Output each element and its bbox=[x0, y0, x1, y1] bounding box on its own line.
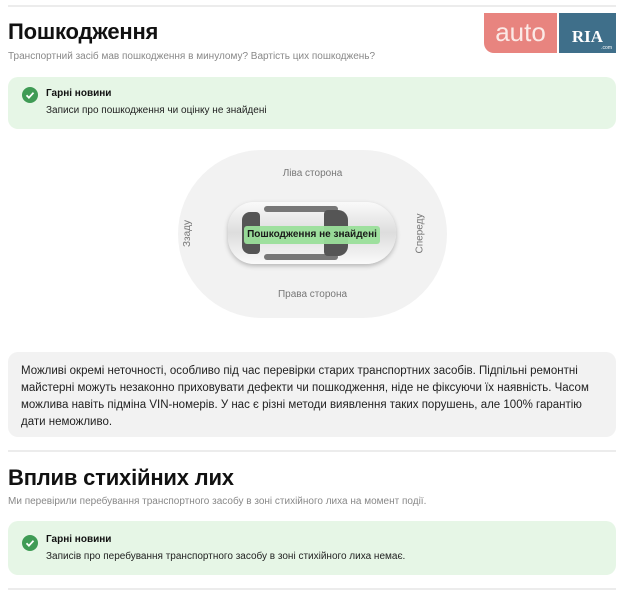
label-left-side: Ліва сторона bbox=[282, 168, 343, 179]
logo-ria-text: RIA bbox=[571, 27, 604, 46]
disaster-good-news bbox=[8, 521, 616, 575]
alert-text: Записи про пошкодження чи оцінку не знайдені bbox=[46, 105, 267, 116]
alert-text: Записів про перебування транспортного засобу в зоні стихійного лиха немає. bbox=[46, 551, 406, 562]
label-rear: Ззаду bbox=[182, 219, 194, 248]
divider bbox=[8, 588, 616, 590]
check-circle-icon bbox=[22, 535, 38, 551]
disaster-subtitle: Ми перевірили перебування транспортного засобу в зоні стихійного лиха на момент події. bbox=[8, 496, 427, 507]
damage-good-news bbox=[8, 77, 616, 129]
autoria-logo-auto: auto bbox=[484, 13, 557, 53]
label-right-side: Права сторона bbox=[277, 289, 348, 300]
logo-com-text: .com bbox=[601, 45, 612, 51]
label-front: Спереду bbox=[414, 213, 426, 254]
car-damage-diagram bbox=[178, 150, 447, 318]
alert-heading: Гарні новини bbox=[46, 534, 112, 545]
alert-heading: Гарні новини bbox=[46, 88, 112, 99]
divider bbox=[8, 5, 616, 7]
disclaimer-note: Можливі окремі неточності, особливо під час перевірки старих транспортних засобів. Підпільні ремонтні майстерні можуть незаконно приховувати дефекти чи пошкодження, ніде не фіксуючи їх наявність. Часом можлива навіть підміна VIN-номерів. У нас є різні методи виявлення таких порушень, але 100% гарантію дати неможливо. bbox=[8, 352, 616, 437]
damage-subtitle: Транспортний засіб мав пошкодження в минулому? Вартість цих пошкоджень? bbox=[8, 51, 376, 62]
disaster-title: Вплив стихійних лих bbox=[8, 465, 234, 490]
check-circle-icon bbox=[22, 87, 38, 103]
damage-title: Пошкодження bbox=[8, 19, 159, 44]
no-damage-badge: Пошкодження не знайдені bbox=[244, 226, 380, 244]
divider bbox=[8, 450, 616, 452]
autoria-logo-ria bbox=[559, 13, 616, 53]
